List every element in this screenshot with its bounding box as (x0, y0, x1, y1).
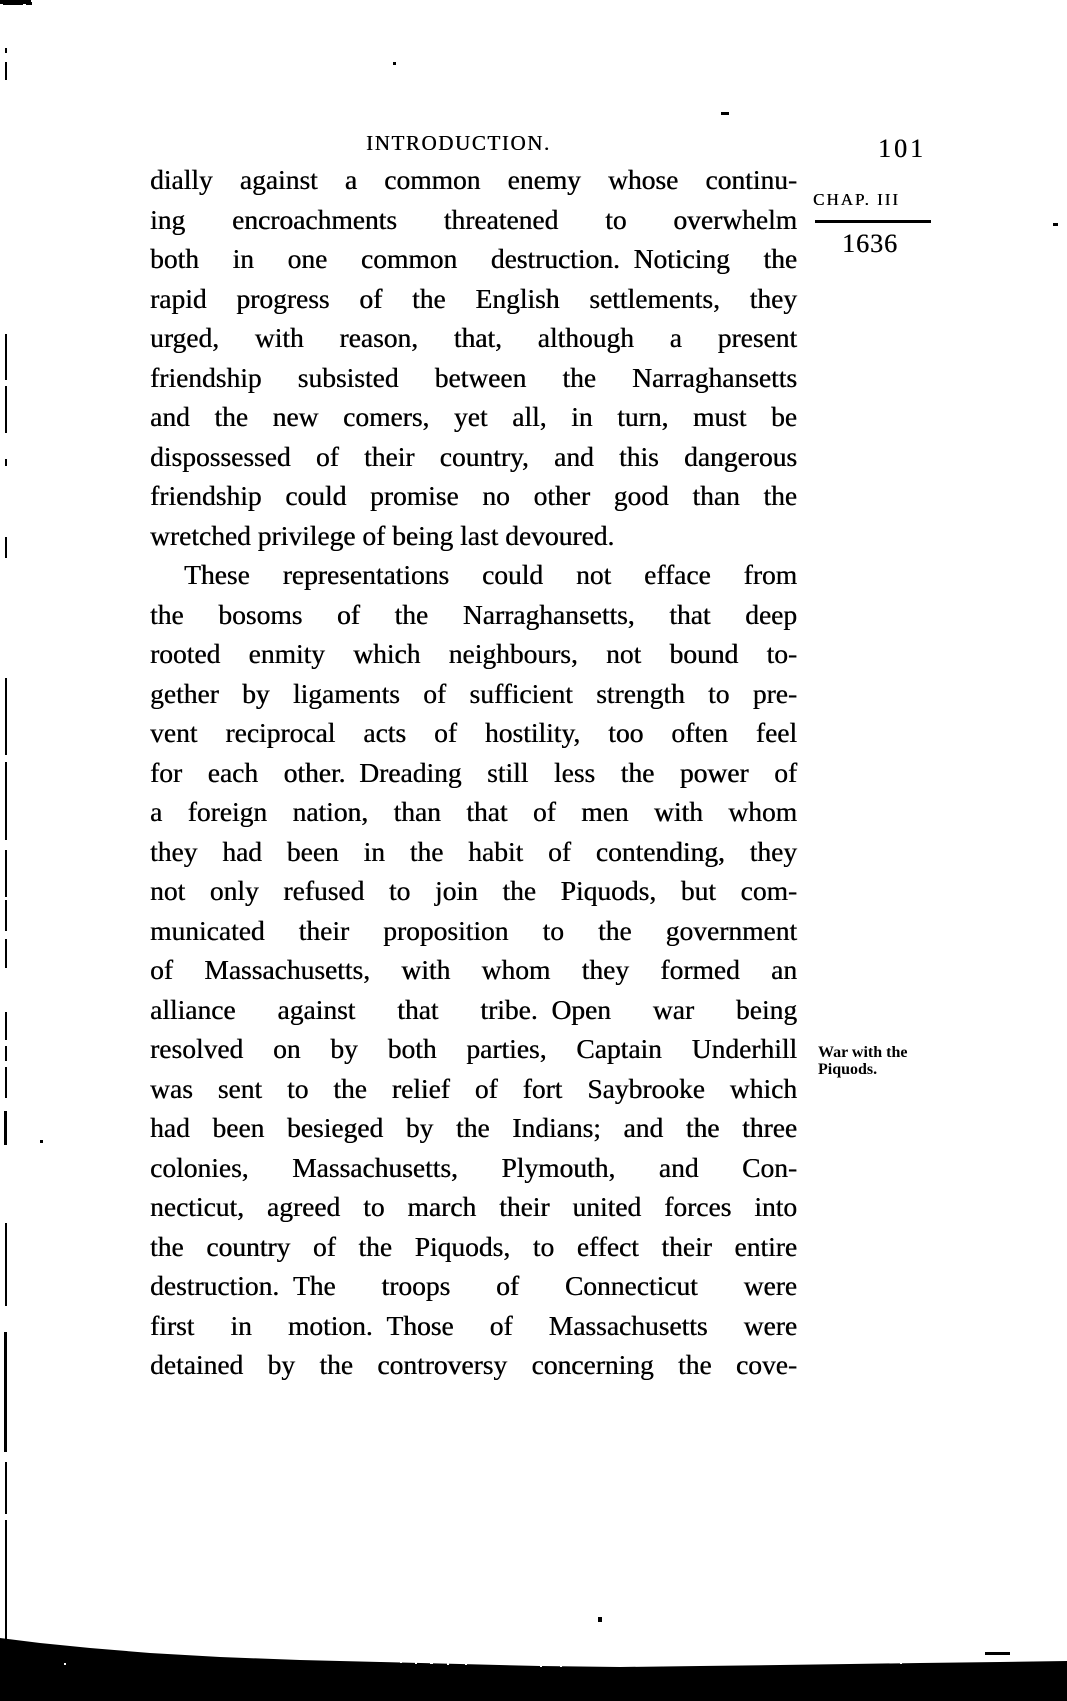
scan-corner-mark (26, 2, 32, 5)
text-line: vent reciprocal acts of hostility, too often feel (150, 717, 797, 748)
text-line: ing encroachments threatened to overwhelm (150, 203, 797, 235)
running-title: INTRODUCTION. (366, 131, 551, 155)
scan-left-edge-dash (5, 459, 7, 466)
scan-speck (598, 1617, 602, 1622)
margin-note-year: 1636 (842, 229, 898, 258)
scan-left-edge-dash (5, 1012, 7, 1040)
margin-note-rule (815, 220, 931, 223)
text-line: rooted enmity which neighbours, not bound to- (150, 638, 797, 669)
scan-left-edge-dash (5, 1223, 7, 1306)
text-line: for each other. Dreading still less the power of (150, 756, 797, 788)
scan-left-edge-dash (5, 762, 7, 840)
scan-left-edge-dash (5, 1046, 7, 1061)
scan-left-edge-dash (5, 386, 7, 433)
scan-left-edge-dash (4, 1111, 7, 1145)
text-line: These representations could not efface from (184, 559, 797, 590)
text-line: dispossessed of their country, and this dangerous (150, 440, 797, 472)
text-line: friendship subsisted between the Narraghansetts (150, 361, 797, 393)
scan-left-edge-dash (5, 334, 7, 380)
text-line: alliance against that tribe. Open war being (150, 993, 797, 1025)
scan-left-edge-dash (5, 850, 7, 897)
text-line: the bosoms of the Narraghansetts, that deep (150, 598, 797, 630)
text-line: and the new comers, yet all, in turn, must be (150, 401, 797, 432)
text-line: municated their proposition to the government (150, 914, 797, 946)
text-line: friendship could promise no other good than the (150, 480, 797, 511)
margin-note-war (818, 1044, 907, 1078)
margin-note-war-line2: Piquods. (818, 1061, 878, 1078)
page-number: 101 (878, 134, 926, 163)
scan-speck (1053, 223, 1058, 226)
text-line: resolved on by both parties, Captain Underhill (150, 1033, 797, 1064)
scan-left-edge-dash (5, 939, 7, 968)
text-line: necticut, agreed to march their united forces into (150, 1191, 797, 1222)
text-line: they had been in the habit of contending, they (150, 835, 797, 867)
text-line: not only refused to join the Piquods, but com- (150, 875, 797, 906)
body-text (150, 160, 797, 1385)
scan-left-edge-dash (4, 1332, 7, 1452)
text-line: detained by the controversy concerning the cove- (150, 1349, 797, 1380)
text-line: destruction. The troops of Connecticut were (150, 1270, 797, 1301)
text-line: was sent to the relief of fort Saybrooke which (150, 1072, 797, 1104)
text-line: colonies, Massachusetts, Plymouth, and Con- (150, 1151, 797, 1183)
text-line: both in one common destruction. Noticing the (150, 243, 797, 274)
scan-corner-mark (3, 3, 23, 5)
text-line: urged, with reason, that, although a present (150, 322, 797, 353)
scan-left-edge-dash (5, 678, 7, 755)
scan-left-edge-dash (5, 48, 7, 53)
scan-speck (721, 112, 729, 115)
scan-edge-bottom (0, 1630, 1067, 1701)
scan-left-edge-dash (5, 1520, 7, 1642)
scan-left-edge-dash (5, 900, 7, 931)
scan-speck (393, 62, 396, 65)
text-line: gether by ligaments of sufficient strength to pre- (150, 677, 797, 709)
text-line: first in motion. Those of Massachusetts were (150, 1309, 797, 1341)
text-line: the country of the Piquods, to effect their entire (150, 1230, 797, 1262)
scan-speck (40, 1140, 43, 1143)
text-line: wretched privilege of being last devoured. (150, 519, 615, 551)
text-line: had been besieged by the Indians; and the three (150, 1112, 797, 1143)
text-line: of Massachusetts, with whom they formed an (150, 954, 797, 985)
text-line: rapid progress of the English settlements, they (150, 282, 797, 314)
text-line: dially against a common enemy whose continu- (150, 164, 797, 195)
margin-note-war-line1: War with the (818, 1044, 908, 1061)
text-line: a foreign nation, than that of men with whom (150, 796, 797, 827)
margin-note-chapter: CHAP. III (813, 190, 900, 209)
scan-left-edge-dash (5, 1462, 7, 1514)
scan-left-edge-dash (5, 1067, 7, 1098)
scan-left-edge-dash (5, 537, 7, 558)
scan-left-edge-dash (5, 62, 7, 80)
